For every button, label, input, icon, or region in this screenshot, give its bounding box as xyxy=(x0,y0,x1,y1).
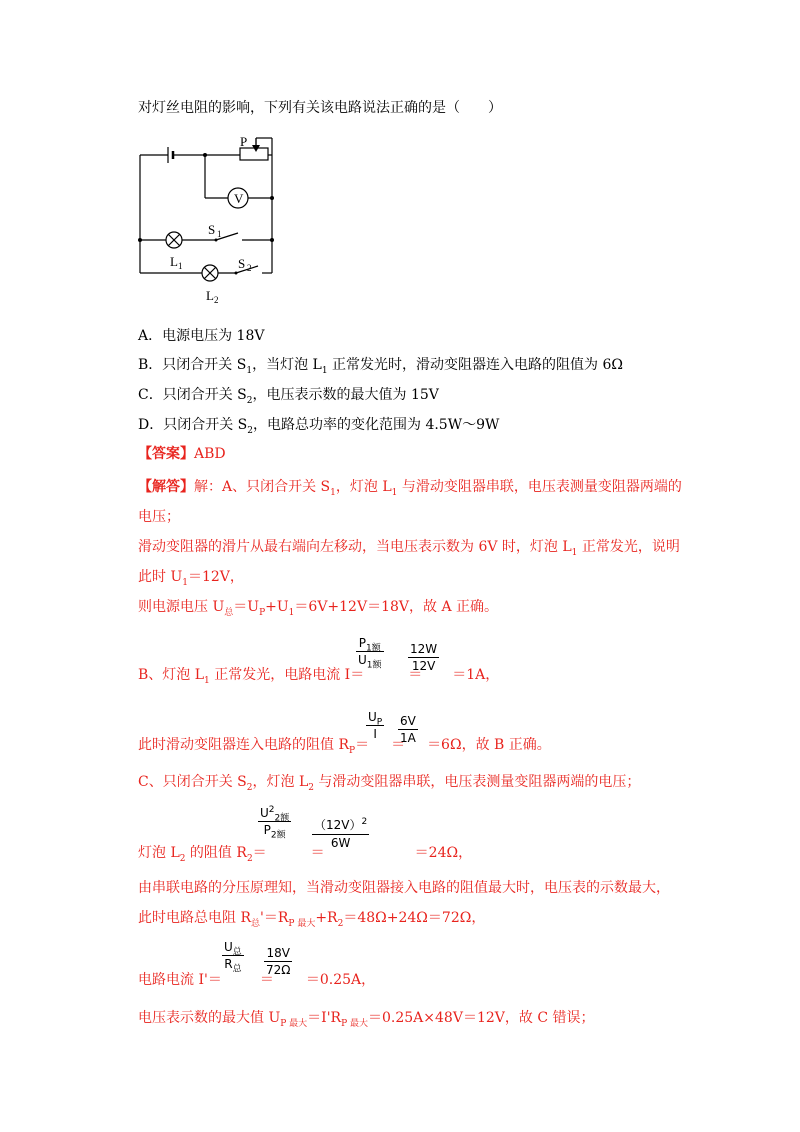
fraction-12v-squared-6w: $(12V)^2$ 6W xyxy=(314,817,368,850)
solution-line-5: 则电源电压 $U_总=U_P+U_1=6V+12V=18V$，故 A 正确。 xyxy=(138,599,499,618)
solution-line-7: 此时滑动变阻器连入电路的阻值 $R_P= = =6\Omega$，故 B 正确。 xyxy=(138,737,551,756)
fraction-p1-u1: $P_{1额}$ $U_{1额}$ xyxy=(358,636,382,671)
label-l1: L xyxy=(170,254,178,269)
solution-line-1: 【解答】解：A、只闭合开关 $S_1$，灯泡 $L_1$ 与滑动变阻器串联，电压表测量变阻器两端的 xyxy=(138,479,682,498)
fraction-18v-72ohm: 18V 72Ω xyxy=(266,946,291,977)
option-c: C．只闭合开关 $S_2$，电压表示数的最大值为 15V xyxy=(138,387,439,406)
circuit-diagram xyxy=(130,130,290,310)
fraction-u2-p2: $U^2_{2额}$ $P_{2额}$ xyxy=(260,805,290,841)
solution-line-10: 由串联电路的分压原理知，当滑动变阻器接入电路的阻值最大时，电压表的示数最大， xyxy=(138,880,670,896)
answer: 【答案】ABD xyxy=(138,446,226,462)
question-tail: 对灯丝电阻的影响，下列有关该电路说法正确的是（ ） xyxy=(138,100,502,116)
svg-text:1: 1 xyxy=(217,229,222,239)
fraction-up-i: $U_P$ I xyxy=(368,710,383,741)
solution-line-13: 电压表示数的最大值 $U_{P 最大}=I'R_{P 最大}=0.25A\times 48V=12V$，故 C 错误； xyxy=(138,1010,595,1029)
label-s1: S xyxy=(208,222,216,237)
solution-line-4: 此时 $U_1=12V$， xyxy=(138,569,244,588)
option-d: D．只闭合开关 $S_2$，电路总功率的变化范围为 4.5W～9W xyxy=(138,417,500,436)
svg-text:2: 2 xyxy=(247,263,252,273)
rheostat xyxy=(240,148,268,160)
svg-text:1: 1 xyxy=(178,261,183,271)
option-a: A．电源电压为 18V xyxy=(138,328,265,344)
svg-text:2: 2 xyxy=(214,295,219,305)
option-b: B．只闭合开关 $S_1$，当灯泡 $L_1$ 正常发光时，滑动变阻器连入电路的阻值为 6Ω xyxy=(138,357,623,376)
solution-line-3: 滑动变阻器的滑片从最右端向左移动，当电压表示数为 6V 时，灯泡 $L_1$ 正常发光，说明 xyxy=(138,539,680,558)
label-l2: L xyxy=(206,288,214,303)
solution-line-8: C、只闭合开关 $S_2$，灯泡 $L_2$ 与滑动变阻器串联，电压表测量变阻器两端的电压； xyxy=(138,774,641,793)
solution-line-12: 电路电流 I'＝ ＝ ＝0.25A， xyxy=(138,972,376,988)
label-p: P xyxy=(240,134,248,149)
solution-line-11: 此时电路总电阻 $R_总'=R_{P 最大}+R_2=48\Omega+24\Omega=72\Omega$， xyxy=(138,910,486,929)
fraction-utotal-rtotal: $U_总$ $R_总$ xyxy=(224,940,242,975)
solution-line-6: B、灯泡 $L_1$ 正常发光，电路电流 I＝ ＝ ＝1A， xyxy=(138,667,500,686)
fraction-12w-12v: 12W 12V xyxy=(410,642,438,673)
fraction-6v-1a: 6V 1A xyxy=(400,714,416,745)
solution-line-2: 电压； xyxy=(138,509,180,525)
label-s2: S xyxy=(238,256,246,271)
solution-line-9: 灯泡 $L_2$ 的阻值 $R_2= = =24\Omega$， xyxy=(138,845,473,864)
label-v: V xyxy=(234,191,244,206)
